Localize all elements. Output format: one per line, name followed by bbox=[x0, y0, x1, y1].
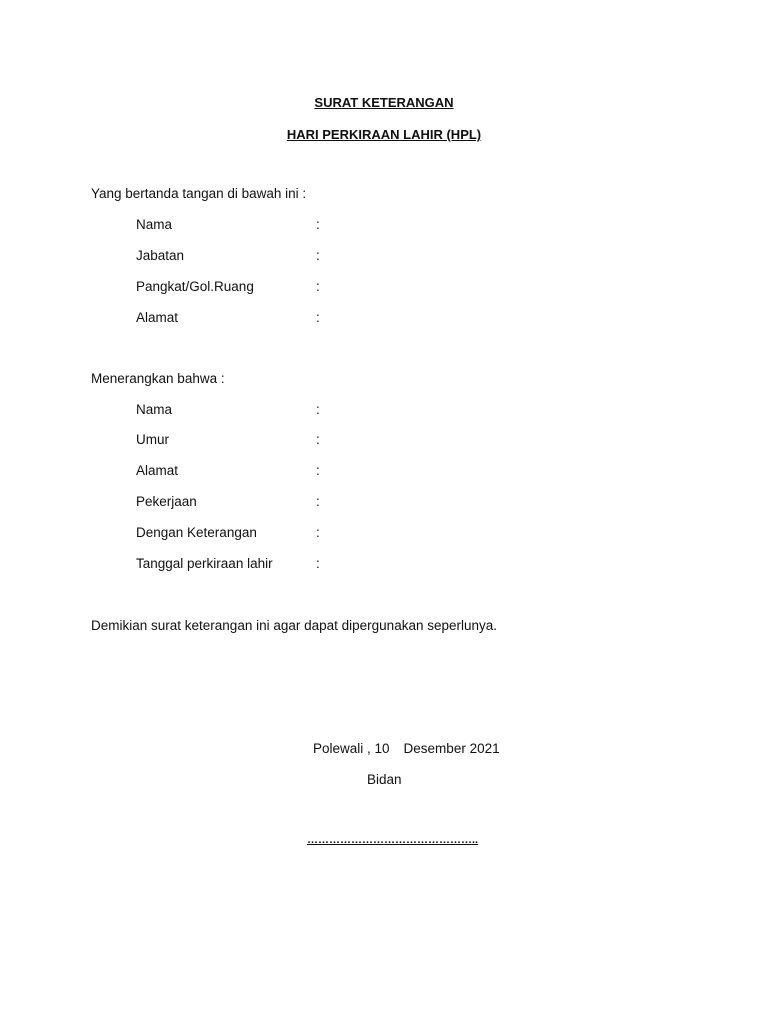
closing-statement: Demikian surat keterangan ini agar dapat dipergunakan seperlunya. bbox=[91, 618, 498, 633]
subject-field-row bbox=[0, 525, 768, 543]
signature-line: ……………………………………….. bbox=[307, 834, 479, 846]
field-colon: : bbox=[316, 463, 320, 478]
field-colon: : bbox=[316, 432, 320, 447]
field-colon: : bbox=[316, 217, 320, 232]
signer-field-row bbox=[0, 217, 768, 235]
signer-field-row bbox=[0, 248, 768, 266]
signer-field-row bbox=[0, 279, 768, 297]
subject-field-row bbox=[0, 494, 768, 512]
field-label: Dengan Keterangan bbox=[136, 525, 257, 540]
field-label: Jabatan bbox=[136, 248, 185, 263]
field-colon: : bbox=[316, 279, 320, 294]
signer-intro: Yang bertanda tangan di bawah ini : bbox=[91, 186, 307, 201]
signer-role: Bidan bbox=[367, 772, 402, 787]
field-colon: : bbox=[316, 525, 320, 540]
field-label: Tanggal perkiraan lahir bbox=[136, 556, 273, 571]
field-label: Umur bbox=[136, 432, 169, 447]
field-colon: : bbox=[316, 402, 320, 417]
field-colon: : bbox=[316, 494, 320, 509]
field-label: Pangkat/Gol.Ruang bbox=[136, 279, 254, 294]
subject-field-row bbox=[0, 556, 768, 574]
field-label: Alamat bbox=[136, 310, 179, 325]
field-colon: : bbox=[316, 248, 320, 263]
subject-field-row bbox=[0, 402, 768, 420]
field-label: Pekerjaan bbox=[136, 494, 197, 509]
field-label: Nama bbox=[136, 402, 173, 417]
field-colon: : bbox=[316, 310, 320, 325]
subject-field-row bbox=[0, 432, 768, 450]
subject-intro: Menerangkan bahwa : bbox=[91, 371, 225, 386]
document-title: SURAT KETERANGAN bbox=[314, 95, 454, 110]
signer-field-row bbox=[0, 310, 768, 328]
subject-field-row bbox=[0, 463, 768, 481]
place-date-prefix: Polewali , 10 bbox=[313, 741, 390, 756]
field-label: Nama bbox=[136, 217, 173, 232]
place-date-suffix: Desember 2021 bbox=[403, 741, 500, 756]
place-date bbox=[313, 741, 500, 756]
field-label: Alamat bbox=[136, 463, 179, 478]
document-subtitle: HARI PERKIRAAN LAHIR (HPL) bbox=[286, 127, 482, 142]
field-colon: : bbox=[316, 556, 320, 571]
